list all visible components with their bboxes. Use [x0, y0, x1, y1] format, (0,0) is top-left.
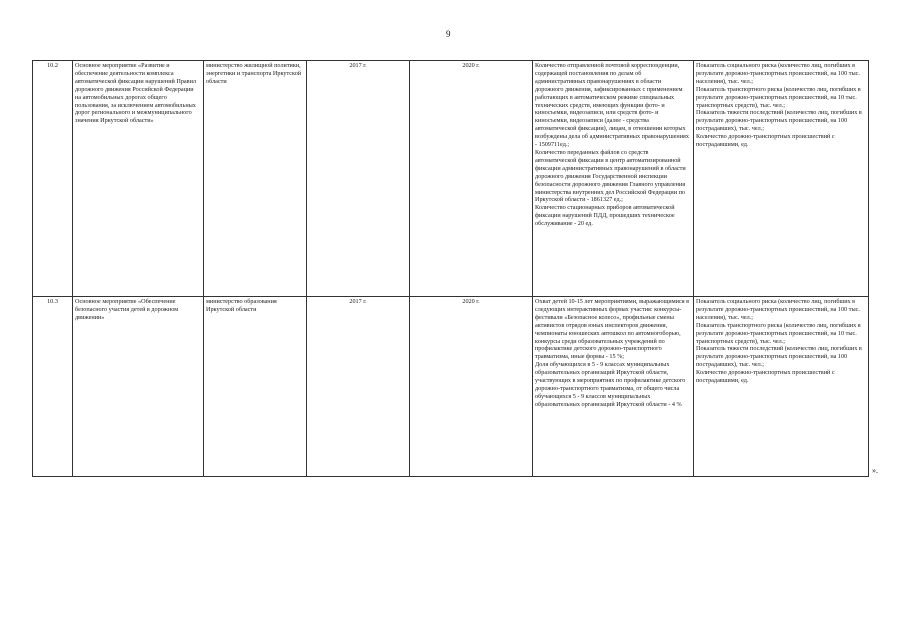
activity-start-year: 2017 г. — [307, 297, 410, 477]
activity-indicators — [694, 61, 869, 297]
activity-number: 10.3 — [33, 297, 73, 477]
indicator-item: Показатель социального риска (количество лиц, погибших в результате дорожно-транспортных происшествий, на 100 тыс. населения), тыс. чел.; — [696, 62, 860, 85]
activity-number: 10.2 — [33, 61, 73, 297]
activity-name: Основное мероприятие «Развитие и обеспечение деятельности комплекса автоматической фиксации нарушений Правил дорожного движения Российской Федерации на автомобильных дорогах общего пользования, за исключением автомобильных дорог регионального и межмуниципального значения Иркутской области» — [73, 61, 204, 297]
indicator-item: Показатель тяжести последствий (количество лиц, погибших в результате дорожно-транспортных происшествий, на 100 пострадавших), тыс. чел.; — [696, 345, 862, 369]
activity-start-year: 2017 г. — [307, 61, 410, 297]
activity-executor: министерство образования Иркутской области — [204, 297, 307, 477]
program-activities-table — [32, 60, 869, 477]
indicator-item: Количество дорожно-транспортных происшествий с пострадавшими, ед. — [696, 133, 835, 149]
activity-indicators — [694, 297, 869, 477]
closing-quote-mark: ». — [872, 466, 878, 475]
indicator-item: Показатель тяжести последствий (количество лиц, погибших в результате дорожно-транспортных происшествий, на 100 пострадавших), тыс. чел.; — [696, 109, 862, 133]
table-row — [33, 297, 869, 477]
indicator-item: Показатель транспортного риска (количество лиц, погибших в результате дорожно-транспортных происшествий, на 10 тыс. транспортных средств), тыс. чел.; — [696, 321, 861, 345]
result-item: Количество переданных файлов со средств автоматической фиксации в центр автоматизированной фиксации административных правонарушений в области дорожного движения Государственной инспекции безопасности дорожного движения Главного управления министерства внутренних дел Российской Федерации по Иркутской области - 1861327 ед.; — [535, 148, 686, 204]
page-number: 9 — [446, 29, 451, 39]
indicator-item: Показатель транспортного риска (количество лиц, погибших в результате дорожно-транспортных происшествий, на 10 тыс. транспортных средств), тыс. чел.; — [696, 85, 861, 109]
activity-executor: министерство жилищной политики, энергетики и транспорта Иркутской области — [204, 61, 307, 297]
activity-name: Основное мероприятие «Обеспечение безопасного участия детей в дорожном движении» — [73, 297, 204, 477]
indicator-item: Количество дорожно-транспортных происшествий с пострадавшими, ед. — [696, 369, 835, 385]
result-item: Доля обучающихся в 5 - 9 классах муниципальных образовательных организаций Иркутской области, участвующих в мероприятиях по профилактике детского дорожно-транспортного травматизма, от общего числа обучающихся 5 - 9 классов муниципальных образовательных организаций Иркутской области - 4 % — [535, 361, 686, 408]
activity-results — [533, 61, 694, 297]
result-item: Охват детей 10-15 лет мероприятиями, выражающимися в следующих интерактивных формах участия: конкурсы-фестивали «Безопасное колесо», профильные смены активистов отрядов юных инспекторов движения, чемпионаты юношеских автошкол по автомногоборью, конкурсы среди образовательных учреждений по профилактике детского дорожно-транспортного травматизма, иные формы - 15 %; — [535, 298, 690, 361]
activity-results — [533, 297, 694, 477]
indicator-item: Показатель социального риска (количество лиц, погибших в результате дорожно-транспортных происшествий, на 100 тыс. населения), тыс. чел.; — [696, 298, 860, 321]
result-item: Количество отправленной почтовой корреспонденции, содержащей постановления по делам об административных правонарушениях в области дорожного движения, зафиксированных с применением работающих в автоматическом режиме специальных технических средств, имеющих функции фото- и киносъемки, видеозаписи, или средств фото- и киносъемки, видеозаписи (далее - средства автоматической фиксации), лицам, в отношении которых возбуждены дела об административных правонарушениях - 1509711ед.; — [535, 62, 689, 149]
result-item: Количество стационарных приборов автоматической фиксации нарушений ПДД, прошедших техническое обслуживание - 20 ед. — [535, 204, 675, 228]
table-row — [33, 61, 869, 297]
activity-end-year: 2020 г. — [410, 297, 533, 477]
activity-end-year: 2020 г. — [410, 61, 533, 297]
